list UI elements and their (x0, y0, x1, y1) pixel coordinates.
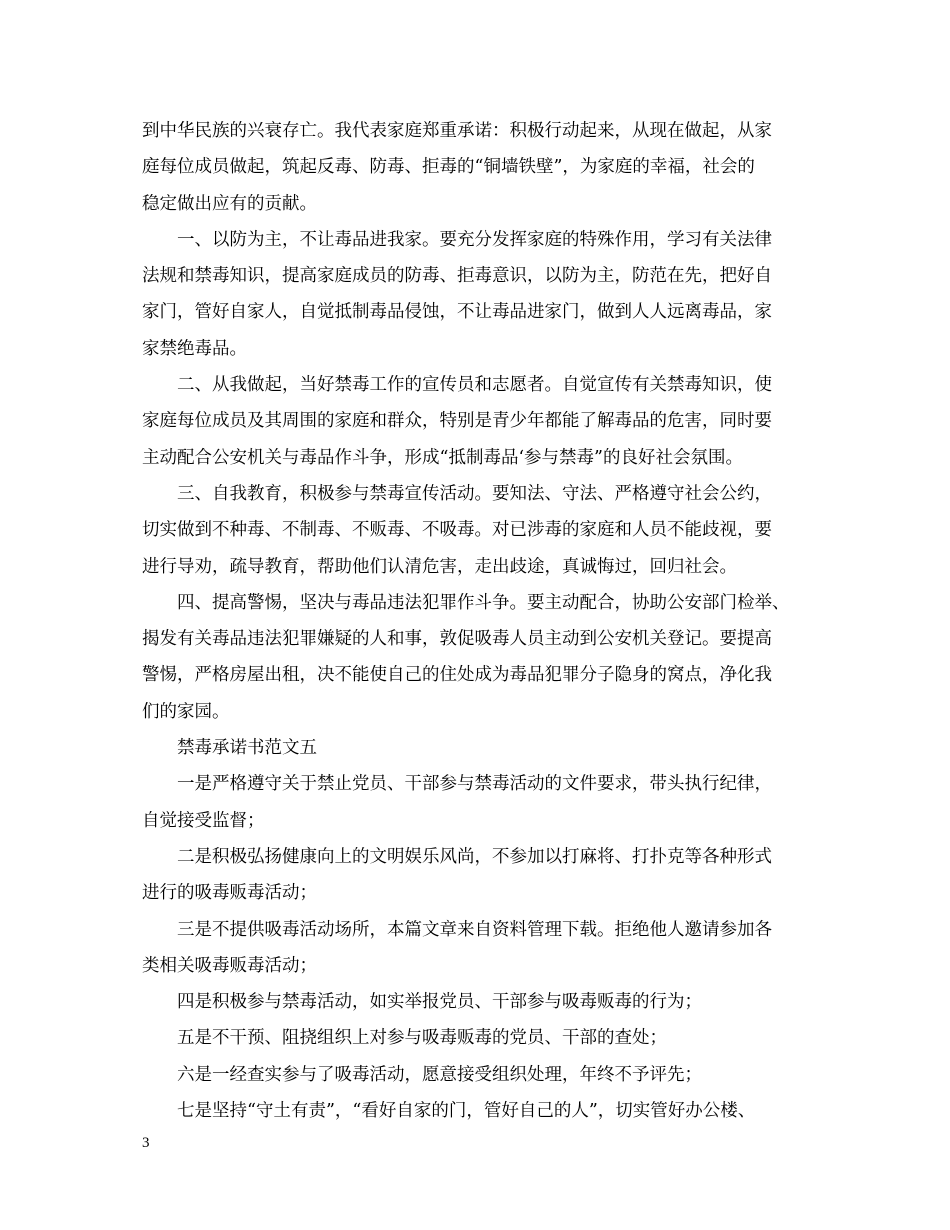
text-line: 六是一经查实参与了吸毒活动，愿意接受组织处理，年终不予评先； (177, 1064, 702, 1085)
text-line: 自觉接受监督； (142, 810, 265, 831)
text-line: 七是坚持“守土有责”，“看好自家的门，管好自己的人”，切实管好办公楼、 (177, 1101, 756, 1122)
text-line: 进行导劝，疏导教育，帮助他们认清危害，走出歧途，真诚悔过，回归社会。 (142, 556, 737, 577)
text-line: 四、提高警惕，坚决与毒品违法犯罪作斗争。要主动配合，协助公安部门检举、 (177, 592, 790, 613)
text-line: 类相关吸毒贩毒活动； (142, 955, 317, 976)
text-line: 一是严格遵守关于禁止党员、干部参与禁毒活动的文件要求，带头执行纪律， (177, 774, 772, 795)
text-line: 法规和禁毒知识，提高家庭成员的防毒、拒毒意识，以防为主，防范在先，把好自 (142, 266, 772, 287)
text-line: 揭发有关毒品违法犯罪嫌疑的人和事，敦促吸毒人员主动到公安机关登记。要提高 (142, 629, 772, 650)
text-line: 稳定做出应有的贡献。 (142, 193, 317, 214)
text-line: 主动配合公安机关与毒品作斗争，形成“抵制毒品‘参与禁毒”的良好社会氛围。 (142, 447, 743, 468)
text-line: 警惕，严格房屋出租，决不能使自己的住处成为毒品犯罪分子隐身的窝点，净化我 (142, 665, 772, 686)
text-line: 到中华民族的兴衰存亡。我代表家庭郑重承诺：积极行动起来，从现在做起，从家 (142, 121, 772, 141)
text-line: 家庭每位成员及其周围的家庭和群众，特别是青少年都能了解毒品的危害，同时要 (142, 411, 772, 432)
text-line: 四是积极参与禁毒活动，如实举报党员、干部参与吸毒贩毒的行为； (177, 992, 702, 1013)
text-line: 家禁绝毒品。 (142, 338, 247, 359)
text-line: 五是不干预、阻挠组织上对参与吸毒贩毒的党员、干部的查处； (177, 1028, 667, 1049)
document-body (142, 113, 818, 1129)
text-line: 庭每位成员做起，筑起反毒、防毒、拒毒的“铜墙铁壁”，为家庭的幸福，社会的 (142, 157, 755, 178)
page-number: 3 (142, 1135, 150, 1151)
text-line: 二是积极弘扬健康向上的文明娱乐风尚，不参加以打麻将、打扑克等各种形式 (177, 846, 772, 867)
text-line: 进行的吸毒贩毒活动； (142, 883, 317, 904)
text-line: 三是不提供吸毒活动场所，本篇文章来自资料管理下载。拒绝他人邀请参加各 (177, 919, 772, 940)
text-line: 三、自我教育，积极参与禁毒宣传活动。要知法、守法、严格遵守社会公约， (177, 483, 772, 504)
text-line: 禁毒承诺书范文五 (177, 738, 317, 759)
text-line: 切实做到不种毒、不制毒、不贩毒、不吸毒。对已涉毒的家庭和人员不能歧视，要 (142, 520, 772, 541)
text-line: 家门，管好自家人，自觉抵制毒品侵蚀，不让毒品进家门，做到人人远离毒品，家 (142, 302, 772, 323)
text-line: 一、以防为主，不让毒品进我家。要充分发挥家庭的特殊作用，学习有关法律 (177, 229, 772, 250)
text-line: 二、从我做起，当好禁毒工作的宣传员和志愿者。自觉宣传有关禁毒知识，使 (177, 375, 772, 396)
text-line: 们的家园。 (142, 701, 230, 722)
